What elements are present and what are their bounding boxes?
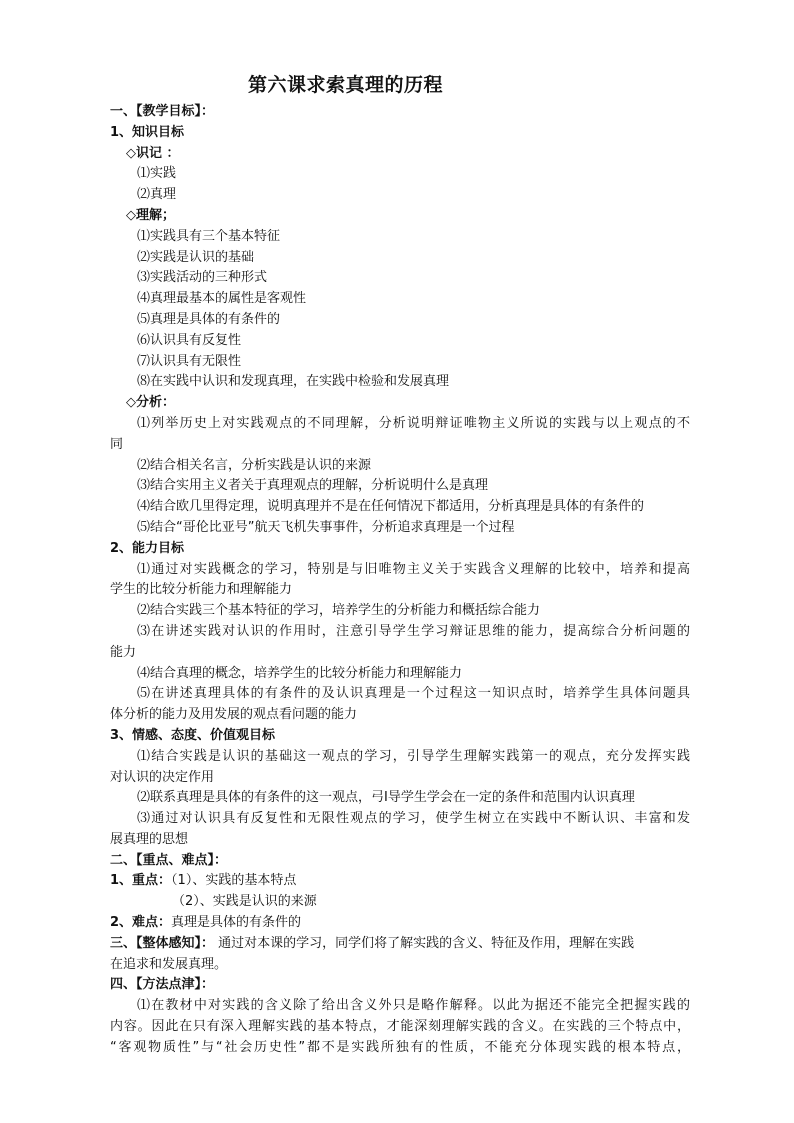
list-item: ⑶实践活动的三种形式 [137, 270, 268, 286]
paragraph-line: 内容。因此在只有深入理解实践的基本特点，才能深刻理解实践的含义。在实践的三个特点中， [110, 1019, 690, 1035]
paragraph-line: ⑸在讲述真理具体的有条件的及认识真理是一个过程这一知识点时，培养学生具体问题具 [137, 686, 690, 702]
list-item: ⑵结合相关名言，分析实践是认识的来源 [137, 457, 372, 473]
paragraph-line: ⑴通过对实践概念的学习，特别是与旧唯物主义关于实践含义理解的比较中，培养和提高 [137, 561, 690, 577]
paragraph-line: ⑶通过对认识具有反复性和无限性观点的学习，使学生树立在实践中不断认识、丰富和发 [137, 811, 690, 827]
difficulty-label: 2、难点： [110, 915, 172, 931]
emotion-goals-heading: 3、情感、态度、价值观目标 [110, 727, 276, 743]
document-body [110, 102, 690, 1059]
ability-goals-heading: 2、能力目标 [110, 540, 185, 556]
overview-text: 通过对本课的学习，同学们将了解实践的含义、特征及作用，理解在实践 [214, 935, 635, 951]
list-item: ⑵实践是认识的基础 [137, 249, 255, 265]
list-item: ⑵真理 [137, 187, 177, 203]
paragraph-line: ⑵结合实践三个基本特征的学习，培养学生的分析能力和概括综合能力 [137, 603, 541, 619]
section-method-heading: 四、【方法点津】： [110, 977, 215, 993]
page-title: 第六课求索真理的历程 [248, 74, 444, 96]
paragraph-line: 能力 [110, 644, 137, 660]
key-point-label: 1、重点： [110, 873, 172, 889]
paragraph-line: 体分析的能力及用发展的观点看问题的能力 [110, 707, 358, 723]
list-item: ⑴实践 [137, 166, 177, 182]
list-item: ⑴实践具有三个基本特征 [137, 228, 281, 244]
difficulty-line [110, 913, 690, 934]
paragraph-line: 在追求和发展真理。 [110, 956, 228, 972]
knowledge-goals-heading: 1、知识目标 [110, 124, 185, 140]
paragraph-line: 学生的比较分析能力和理解能力 [110, 582, 293, 598]
section-teaching-goals-heading: 一、【教学目标】： [110, 104, 215, 119]
key-point-1: （1）、实践的基本特点 [171, 873, 297, 889]
list-item: ⑷结合欧几里得定理，说明真理并不是在任何情况下都适用，分析真理是具体的有条件的 [137, 499, 645, 515]
list-item-continuation: 同 [110, 436, 124, 452]
paragraph-line: ⑴在教材中对实践的含义除了给出含义外只是略作解释。以此为据还不能完全把握实践的 [137, 998, 690, 1014]
list-item: ⑻在实践中认识和发现真理，在实践中检验和发展真理 [137, 374, 450, 390]
paragraph-line: ⑴结合实践是认识的基础这一观点的学习，引导学生理解实践第一的观点，充分发挥实践 [137, 748, 690, 764]
paragraph-line: 对认识的决定作用 [110, 769, 215, 785]
overview-line [110, 934, 690, 955]
section-overview-heading: 三、【整体感知】： [110, 935, 215, 951]
paragraph-line: ⑷结合真理的概念，培养学生的比较分析能力和理解能力 [137, 665, 463, 681]
list-item: ⑹认识具有反复性 [137, 332, 242, 348]
list-item: ⑸结合“哥伦比亚号”航天飞机失事事件，分析追求真理是一个过程 [137, 519, 515, 535]
paragraph-line: ⑶在讲述实践对认识的作用时，注意引导学生学习辩证思维的能力，提高综合分析问题的 [137, 623, 690, 639]
difficulty-text: 真理是具体的有条件的 [171, 915, 302, 931]
list-item: ⑺认识具有无限性 [137, 353, 242, 369]
understand-label: ◇理解； [126, 207, 175, 223]
section-key-points-heading: 二、【重点、难点】： [110, 852, 228, 868]
paragraph-line: ⑵联系真理是具体的有条件的这一观点，弓Ⅰ导学生学会在一定的条件和范围内认识真理 [137, 790, 635, 806]
list-item: ⑴列举历史上对实践观点的不同理解，分析说明辩证唯物主义所说的实践与以上观点的不 [137, 415, 690, 431]
paragraph-line: 展真理的思想 [110, 831, 189, 847]
list-item: ⑷真理最基本的属性是客观性 [137, 291, 307, 307]
key-point-2: （2）、实践是认识的来源 [172, 894, 317, 910]
recall-label: ◇识记 ： [126, 145, 180, 161]
analyze-label: ◇分析： [126, 395, 175, 411]
list-item: ⑶结合实用主义者关于真理观点的理解，分析说明什么是真理 [137, 478, 489, 494]
paragraph-line: “客观物质性”与“社会历史性”都不是实践所独有的性质，不能充分体现实践的根本特点， [110, 1039, 690, 1055]
list-item: ⑸真理是具体的有条件的 [137, 311, 281, 327]
key-point-line [110, 871, 690, 892]
